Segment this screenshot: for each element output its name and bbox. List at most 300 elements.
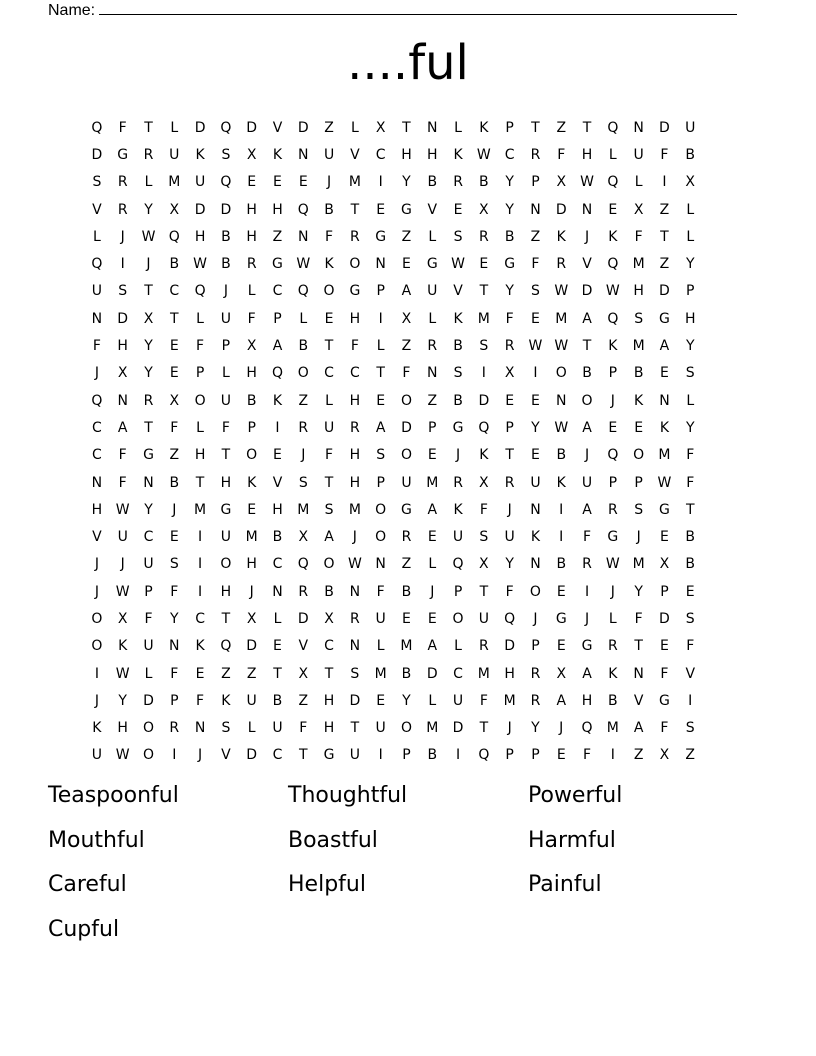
grid-letter: K [453,146,463,163]
grid-letter: M [632,256,645,273]
grid-letter: E [169,365,179,382]
grid-letter: G [375,228,387,245]
grid-letter: B [685,529,696,546]
grid-letter: E [324,310,334,327]
grid-letter: B [324,583,334,600]
grid-letter: U [117,529,128,546]
grid-letter: P [505,747,514,764]
grid-letter: O [400,392,412,409]
letter-grid [84,114,732,769]
grid-letter: D [297,610,309,627]
grid-letter: T [144,283,153,300]
grid-letter: G [555,610,567,627]
grid-letter: P [453,583,463,600]
grid-letter: L [686,201,695,218]
grid-letter: Z [272,228,283,245]
grid-letter: J [120,556,125,573]
grid-letter: C [453,665,463,682]
grid-letter: Q [297,556,309,573]
grid-letter: S [453,228,463,245]
grid-letter: U [246,692,257,709]
grid-letter: U [194,174,206,191]
grid-letter: P [170,692,179,709]
grid-letter: N [633,119,644,136]
grid-letter: E [247,174,257,191]
grid-letter: Z [324,119,334,136]
grid-letter: V [298,638,309,655]
grid-letter: A [272,338,283,355]
grid-letter: B [556,556,567,573]
grid-letter: E [608,419,618,436]
grid-letter: R [530,146,541,163]
grid-letter: L [454,119,462,136]
grid-letter: T [582,119,592,136]
grid-letter: D [117,310,129,327]
grid-letter: B [685,146,696,163]
grid-letter: L [325,392,333,409]
grid-letter: J [507,720,512,737]
grid-letter: D [246,747,258,764]
grid-letter: R [478,228,489,245]
grid-letter: H [220,583,232,600]
grid-letter: H [117,720,128,737]
grid-letter: G [452,419,464,436]
grid-letter: F [144,610,153,627]
grid-letter: W [580,174,594,191]
grid-letter: E [556,638,566,655]
grid-letter: I [198,556,203,573]
grid-letter: U [349,747,360,764]
grid-letter: C [272,747,283,764]
grid-letter: A [582,665,592,682]
grid-letter: T [582,338,592,355]
grid-letter: N [530,501,541,518]
grid-letter: Q [607,447,619,464]
grid-letter: J [610,583,615,600]
grid-letter: R [169,720,180,737]
grid-letter: W [554,283,569,300]
grid-letter: X [246,146,257,163]
grid-letter: R [504,338,515,355]
grid-letter: X [246,610,257,627]
grid-letter: Z [685,747,696,764]
grid-letter: D [659,283,670,300]
grid-letter: R [607,501,618,518]
grid-letter: K [324,256,334,273]
grid-letter: R [530,665,541,682]
grid-letter: R [556,256,567,273]
grid-letter: B [272,529,283,546]
word-list-item: Thoughtful [288,783,408,808]
grid-row [84,305,732,332]
grid-letter: N [298,228,309,245]
grid-letter: F [376,583,385,600]
grid-letter: T [170,310,179,327]
grid-letter: K [118,638,128,655]
name-blank-line [99,0,737,15]
grid-letter: M [477,310,490,327]
grid-letter: Z [633,747,644,764]
grid-letter: I [120,256,125,273]
grid-letter: Y [144,201,153,218]
grid-letter: P [608,365,618,382]
grid-letter: B [556,447,567,464]
grid-letter: U [633,146,644,163]
grid-letter: D [143,692,154,709]
grid-letter: O [297,365,309,382]
grid-letter: U [375,720,386,737]
grid-letter: Y [505,556,514,573]
grid-letter: R [117,201,128,218]
word-list-item: Mouthful [48,827,145,853]
grid-letter: Z [169,447,180,464]
grid-letter: L [247,720,256,737]
grid-letter: D [91,146,103,163]
grid-row [84,141,732,168]
grid-letter: T [505,447,514,464]
name-field [48,0,737,20]
grid-letter: M [632,556,645,573]
grid-letter: F [660,665,669,682]
grid-letter: C [375,146,386,163]
grid-letter: F [583,529,592,546]
grid-letter: X [169,201,180,218]
grid-row [84,250,732,277]
grid-letter: T [324,338,334,355]
grid-letter: B [169,256,180,273]
grid-letter: I [172,747,177,764]
grid-letter: H [581,692,593,709]
grid-letter: S [324,501,334,518]
grid-letter: W [296,256,311,273]
grid-letter: W [115,747,130,764]
grid-letter: X [685,174,696,191]
grid-letter: J [172,501,177,518]
grid-letter: O [529,583,541,600]
grid-letter: T [350,201,360,218]
grid-letter: F [557,146,566,163]
grid-letter: L [196,310,204,327]
grid-letter: R [350,228,360,245]
grid-letter: Q [607,119,619,136]
grid-letter: A [427,501,438,518]
grid-row [84,523,732,550]
grid-letter: H [323,720,335,737]
grid-letter: E [608,201,618,218]
grid-letter: M [632,338,645,355]
grid-letter: H [246,228,257,245]
grid-letter: P [634,474,643,491]
grid-letter: E [298,174,308,191]
grid-letter: K [247,474,257,491]
grid-letter: Q [194,283,206,300]
grid-letter: Z [401,228,412,245]
grid-letter: G [581,638,593,655]
grid-letter: G [426,256,438,273]
word-list-item: Cupful [48,916,120,942]
grid-letter: N [530,556,541,573]
grid-letter: O [555,365,567,382]
grid-letter: C [349,365,360,382]
grid-letter: M [348,174,361,191]
grid-letter: C [324,365,334,382]
grid-letter: I [559,529,564,546]
grid-letter: C [195,610,205,627]
grid-letter: O [91,610,103,627]
grid-letter: H [349,310,361,327]
grid-letter: Q [478,747,490,764]
grid-letter: O [581,392,593,409]
grid-letter: L [299,310,308,327]
grid-letter: F [505,310,514,327]
grid-letter: W [476,146,491,163]
word-list-item: Helpful [288,872,366,897]
word-list-item: Powerful [528,783,623,808]
grid-letter: C [169,283,180,300]
grid-letter: T [324,474,334,491]
grid-letter: U [401,474,412,491]
grid-letter: J [223,283,228,300]
grid-letter: L [144,174,153,191]
grid-letter: S [118,283,128,300]
grid-letter: N [556,392,567,409]
grid-letter: I [275,419,280,436]
grid-letter: B [221,256,231,273]
grid-letter: T [479,583,489,600]
grid-letter: G [220,501,232,518]
grid-letter: H [272,501,283,518]
grid-letter: R [246,256,257,273]
grid-letter: V [350,146,360,163]
grid-letter: C [92,447,102,464]
grid-letter: W [451,256,465,273]
grid-letter: U [220,392,231,409]
grid-letter: X [504,365,515,382]
grid-letter: R [582,556,592,573]
grid-letter: T [144,119,153,136]
grid-letter: S [479,529,489,546]
grid-letter: G [659,501,670,518]
grid-letter: U [91,747,103,764]
grid-letter: F [479,501,488,518]
grid-letter: Y [685,419,695,436]
grid-letter: K [556,474,566,491]
grid-letter: D [478,392,490,409]
grid-letter: V [92,201,102,218]
grid-letter: W [554,338,569,355]
grid-letter: Q [581,720,593,737]
grid-letter: I [198,529,203,546]
grid-letter: P [221,338,231,355]
grid-letter: F [325,447,334,464]
grid-letter: W [115,501,130,518]
grid-letter: K [608,665,618,682]
grid-letter: I [559,501,564,518]
grid-letter: J [455,447,461,464]
grid-letter: R [298,583,309,600]
grid-letter: H [349,447,361,464]
grid-letter: D [220,201,232,218]
grid-letter: P [531,638,540,655]
grid-letter: E [273,174,282,191]
grid-letter: H [91,501,103,518]
grid-letter: I [378,174,383,191]
grid-letter: L [350,119,359,136]
grid-letter: P [195,365,205,382]
grid-letter: N [375,256,386,273]
grid-letter: L [376,338,385,355]
grid-letter: M [606,720,619,737]
grid-letter: B [453,392,463,409]
grid-letter: A [582,501,592,518]
grid-letter: T [298,747,308,764]
grid-letter: P [376,474,385,491]
grid-letter: Y [144,365,153,382]
grid-letter: I [94,665,99,682]
grid-row [84,278,732,305]
grid-letter: J [430,583,435,600]
grid-letter: B [324,201,334,218]
grid-letter: L [221,365,230,382]
grid-letter: G [659,310,670,327]
grid-letter: Z [427,392,438,409]
grid-letter: T [479,283,489,300]
grid-letter: E [505,392,515,409]
grid-letter: Z [659,201,670,218]
grid-letter: U [272,720,283,737]
grid-letter: Q [607,310,619,327]
word-list-item: Harmful [528,827,616,853]
grid-letter: B [427,747,438,764]
grid-letter: K [453,310,463,327]
grid-letter: B [633,365,644,382]
grid-letter: H [117,338,128,355]
grid-letter: I [378,747,383,764]
grid-letter: Z [659,256,670,273]
grid-letter: J [94,365,99,382]
grid-letter: H [581,146,593,163]
grid-letter: E [273,447,282,464]
grid-letter: N [659,392,670,409]
grid-letter: N [349,583,361,600]
grid-letter: O [323,556,335,573]
grid-letter: G [607,529,619,546]
grid-letter: V [221,747,231,764]
grid-letter: S [634,310,644,327]
grid-letter: O [194,392,206,409]
grid-letter: S [376,447,386,464]
grid-letter: S [685,610,695,627]
grid-letter: Q [452,556,464,573]
grid-letter: A [324,529,334,546]
grid-letter: B [453,338,463,355]
grid-letter: O [91,638,103,655]
grid-letter: G [401,201,412,218]
grid-letter: J [301,447,306,464]
grid-letter: X [556,665,567,682]
grid-letter: X [298,529,309,546]
grid-letter: Q [220,119,232,136]
grid-letter: Q [91,119,103,136]
grid-letter: R [143,146,154,163]
grid-letter: J [584,447,590,464]
grid-letter: P [686,283,695,300]
grid-letter: F [634,228,643,245]
grid-letter: J [636,529,641,546]
grid-letter: M [245,529,258,546]
grid-letter: V [272,474,283,491]
grid-letter: H [323,692,335,709]
grid-letter: J [352,529,357,546]
grid-letter: C [504,146,515,163]
grid-letter: Y [505,201,514,218]
grid-row [84,687,732,714]
word-list-item: Teaspoonful [48,783,179,808]
grid-letter: U [143,556,154,573]
grid-letter: Z [298,392,309,409]
grid-letter: Z [401,338,412,355]
grid-letter: N [530,201,541,218]
grid-letter: K [659,419,670,436]
grid-letter: M [658,447,671,464]
grid-letter: P [376,283,385,300]
grid-letter: Y [118,692,127,709]
grid-letter: N [633,665,644,682]
grid-letter: U [452,692,464,709]
grid-letter: Y [685,338,695,355]
grid-letter: S [221,146,231,163]
grid-letter: J [120,228,125,245]
grid-letter: L [634,174,643,191]
grid-letter: F [350,338,359,355]
grid-row [84,360,732,387]
grid-letter: A [401,283,412,300]
grid-letter: N [117,392,128,409]
grid-letter: W [554,419,569,436]
grid-letter: U [323,146,335,163]
grid-letter: L [608,610,617,627]
grid-letter: P [505,119,514,136]
grid-letter: Q [271,365,283,382]
grid-letter: D [349,692,361,709]
grid-letter: E [402,256,411,273]
grid-letter: J [198,747,203,764]
grid-letter: L [428,228,437,245]
grid-row [84,605,732,632]
grid-row [84,114,732,141]
grid-letter: Y [402,692,411,709]
grid-letter: D [581,283,593,300]
grid-letter: P [660,583,669,600]
grid-letter: T [324,665,334,682]
grid-letter: A [556,692,567,709]
grid-letter: S [169,556,179,573]
grid-letter: N [143,474,154,491]
grid-letter: E [427,529,437,546]
grid-letter: J [94,556,99,573]
grid-letter: B [427,174,438,191]
word-list-item: Painful [528,872,602,897]
grid-letter: S [92,174,102,191]
grid-letter: G [401,501,412,518]
grid-letter: O [349,256,361,273]
grid-letter: T [531,119,540,136]
grid-row [84,169,732,196]
grid-row [84,332,732,359]
grid-letter: H [194,447,206,464]
grid-letter: J [533,610,538,627]
grid-letter: D [659,119,670,136]
